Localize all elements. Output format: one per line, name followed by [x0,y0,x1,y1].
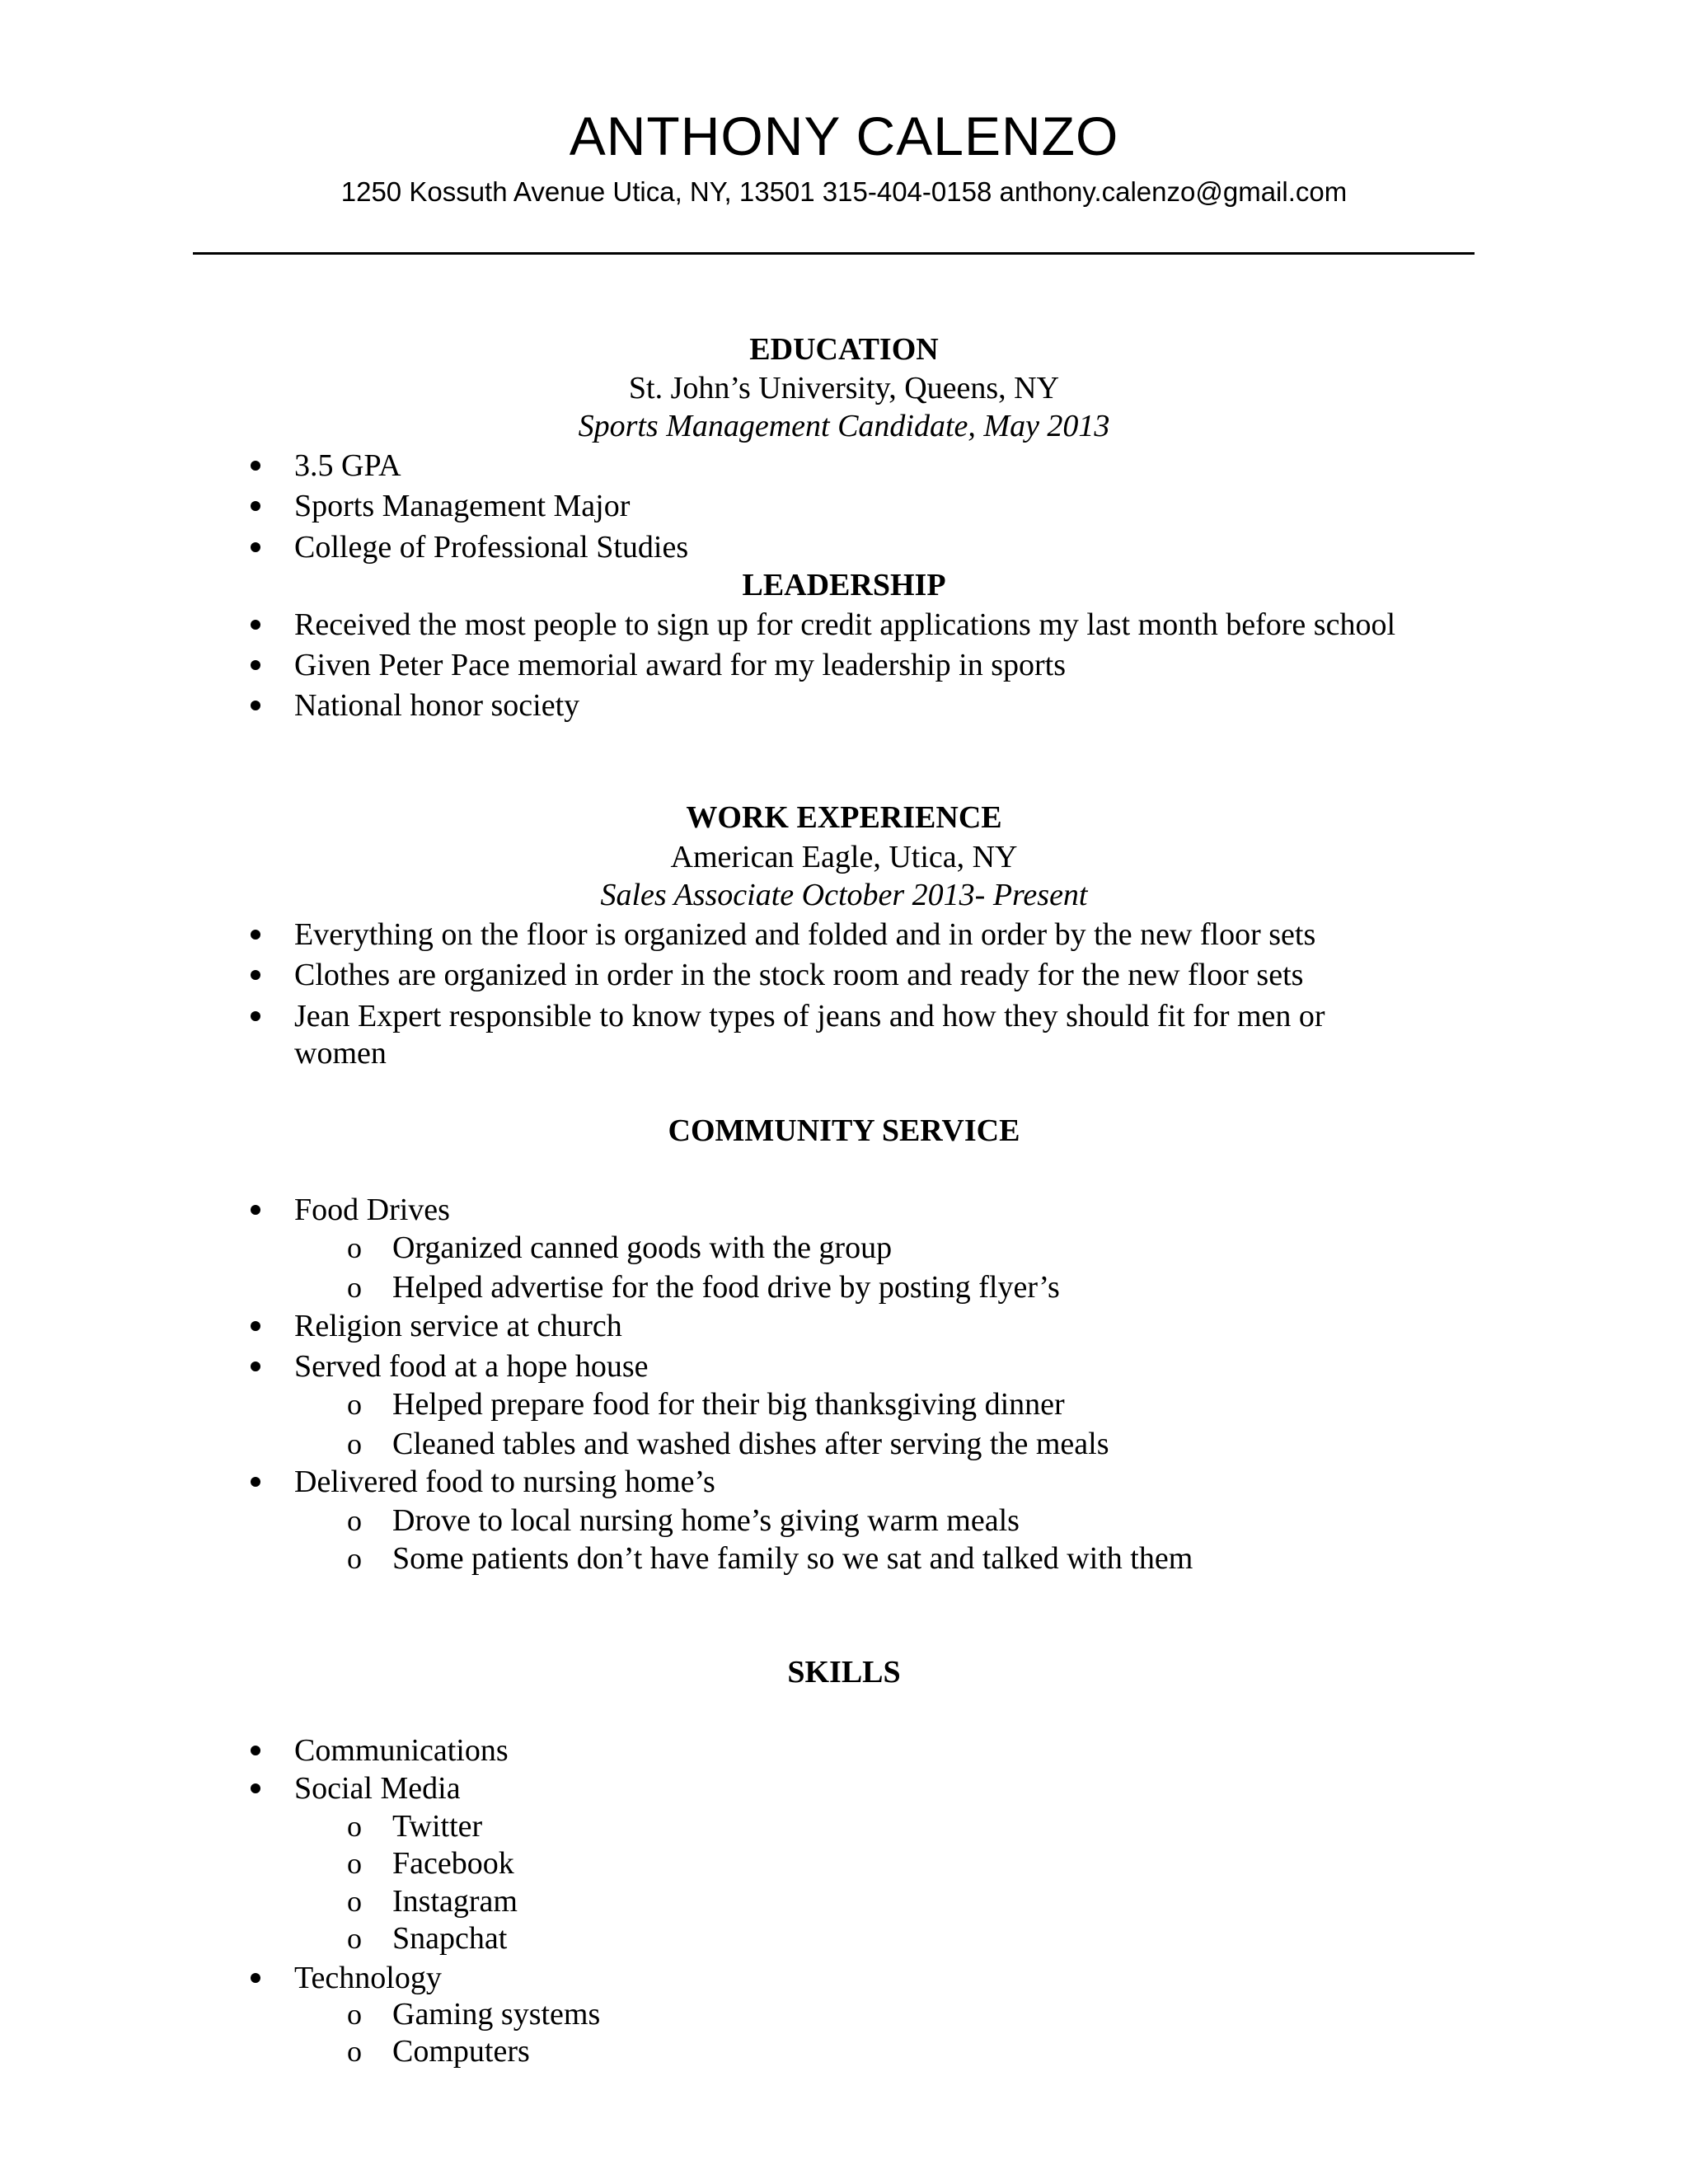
list-item: 3.5 GPA [294,448,401,483]
sub-list-item: Helped advertise for the food drive by posting flyer’s [392,1270,1060,1305]
sub-list-item: Facebook [392,1846,514,1881]
bullet-icon [251,501,260,511]
community-heading: COMMUNITY SERVICE [668,1113,1020,1148]
work-role: Sales Associate October 2013- Present [600,878,1088,912]
bullet-icon [251,1746,260,1755]
list-item: Everything on the floor is organized and folded and in order by the new floor sets [294,917,1316,952]
sub-list-item: Instagram [392,1884,518,1919]
bullet-icon [251,542,260,552]
education-program: Sports Management Candidate, May 2013 [578,409,1110,443]
sub-bullet-icon: o [347,1427,362,1460]
sub-bullet-icon: o [347,1388,362,1421]
sub-list-item: Organized canned goods with the group [392,1230,893,1265]
sub-list-item: Snapchat [392,1921,508,1956]
sub-list-item: Gaming systems [392,1997,601,2032]
list-item-continuation: women [294,1036,387,1071]
education-school: St. John’s University, Queens, NY [628,371,1060,405]
work-employer: American Eagle, Utica, NY [670,840,1018,874]
sub-bullet-icon: o [347,1504,362,1537]
list-item: Social Media [294,1771,461,1806]
sub-list-item: Cleaned tables and washed dishes after serving the meals [392,1427,1109,1461]
bullet-icon [251,1477,260,1487]
sub-bullet-icon: o [347,1231,362,1264]
list-item: Sports Management Major [294,489,631,523]
list-item: National honor society [294,688,580,723]
bullet-icon [251,1973,260,1983]
list-item: Technology [294,1961,442,1995]
list-item: Received the most people to sign up for credit applications my last month before school [294,607,1396,642]
sub-bullet-icon: o [347,1271,362,1304]
bullet-icon [251,1783,260,1793]
sub-list-item: Helped prepare food for their big thanksgiving dinner [392,1387,1065,1422]
list-item: Food Drives [294,1193,450,1227]
sub-list-item: Some patients don’t have family so we sat and talked with them [392,1541,1193,1576]
bullet-icon [251,1011,260,1021]
leadership-heading: LEADERSHIP [742,568,946,602]
sub-bullet-icon: o [347,1847,362,1880]
sub-list-item: Computers [392,2034,530,2069]
list-item: Clothes are organized in order in the stock room and ready for the new floor sets [294,958,1304,992]
education-heading: EDUCATION [749,332,939,367]
sub-bullet-icon: o [347,1998,362,2031]
bullet-icon [251,1361,260,1371]
bullet-icon [251,701,260,710]
sub-bullet-icon: o [347,1542,362,1575]
sub-list-item: Drove to local nursing home’s giving warm meals [392,1503,1020,1538]
sub-bullet-icon: o [347,1922,362,1955]
header-divider [193,252,1475,255]
list-item: College of Professional Studies [294,530,689,565]
list-item: Communications [294,1733,509,1768]
list-item: Delivered food to nursing home’s [294,1465,715,1499]
list-item: Religion service at church [294,1309,622,1343]
bullet-icon [251,1205,260,1215]
sub-list-item: Twitter [392,1809,483,1844]
sub-bullet-icon: o [347,1810,362,1843]
skills-heading: SKILLS [787,1655,901,1690]
bullet-icon [251,461,260,471]
work-heading: WORK EXPERIENCE [686,800,1002,835]
bullet-icon [251,620,260,630]
bullet-icon [251,970,260,980]
list-item: Jean Expert responsible to know types of jeans and how they should fit for men or [294,999,1325,1033]
contact-line: 1250 Kossuth Avenue Utica, NY, 13501 315-404-0158 anthony.calenzo@gmail.com [340,176,1348,207]
list-item: Given Peter Pace memorial award for my leadership in sports [294,648,1066,682]
sub-bullet-icon: o [347,1885,362,1918]
resume-name: ANTHONY CALENZO [569,105,1119,166]
bullet-icon [251,1321,260,1331]
sub-bullet-icon: o [347,2035,362,2068]
bullet-icon [251,660,260,670]
list-item: Served food at a hope house [294,1349,649,1384]
bullet-icon [251,930,260,940]
